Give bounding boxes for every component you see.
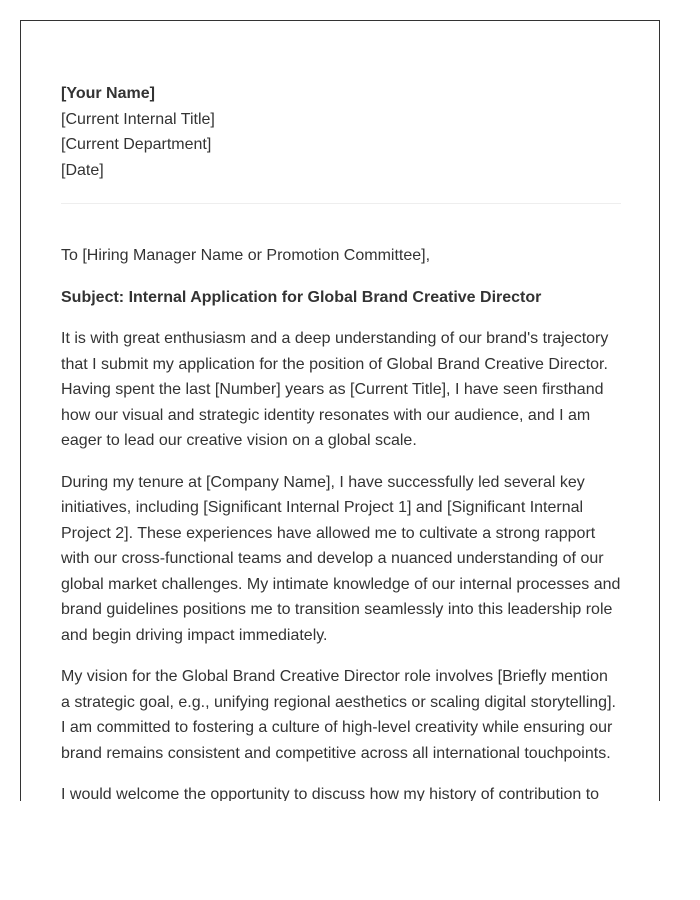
body-paragraph-1: It is with great enthusiasm and a deep understanding of our brand's trajectory that I submit my application for the position of Global Brand Creative Director. Having spent the last [Number] years as [Current Title], I have seen firsthand how our visual and strategic identity resonates with our audience, and I am eager to lead our creative vision on a global scale. bbox=[61, 330, 609, 449]
sender-title: [Current Internal Title] bbox=[61, 110, 215, 128]
subject-line: Subject: Internal Application for Global Brand Creative Director bbox=[61, 288, 542, 306]
header-divider bbox=[61, 203, 621, 204]
sender-block bbox=[61, 81, 621, 183]
sender-department: [Current Department] bbox=[61, 136, 212, 153]
body-paragraph-3: My vision for the Global Brand Creative Director role involves [Briefly mention a strategic goal, e.g., unifying regional aesthetics or scaling digital storytelling]. I am committed to fostering a culture of high-level creativity while ensuring our brand remains consistent and competitive across all international touchpoints. bbox=[61, 668, 616, 762]
sender-date: [Date] bbox=[61, 161, 104, 179]
letter-page bbox=[20, 20, 660, 801]
salutation: To [Hiring Manager Name or Promotion Committee], bbox=[61, 247, 431, 264]
body-paragraph-4: I would welcome the opportunity to discuss how my history of contribution to bbox=[61, 786, 600, 801]
body-paragraph-2: During my tenure at [Company Name], I have successfully led several key initiatives, including [Significant Internal Project 1] and [Significant Internal Project 2]. These experiences have allowed me to cultivate a strong rapport with our cross-functional teams and develop a nuanced understanding of our global market challenges. My intimate knowledge of our internal processes and brand guidelines positions me to transition seamlessly into this leadership role and begin driving impact immediately. bbox=[61, 473, 621, 644]
sender-name: [Your Name] bbox=[61, 85, 155, 102]
letter-content bbox=[61, 81, 621, 801]
